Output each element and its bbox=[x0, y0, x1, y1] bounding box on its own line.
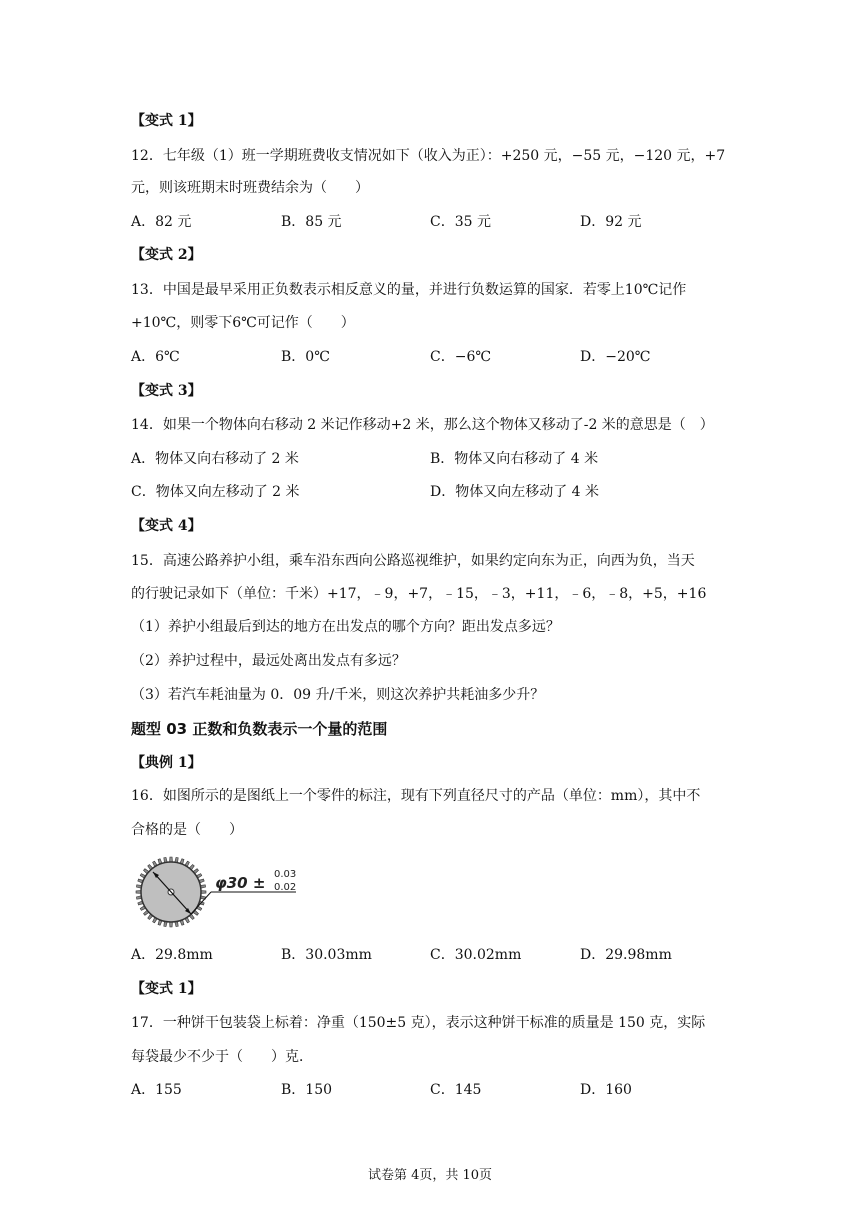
question-13-text-line1: 13．中国是最早采用正负数表示相反意义的量，并进行负数运算的国家．若零上10℃记作 bbox=[131, 282, 687, 298]
question-17-text-line2: 每袋最少不少于（ ）克． bbox=[131, 1049, 313, 1065]
question-15-sub2: （2）养护过程中，最远处离出发点有多远？ bbox=[131, 653, 406, 669]
q16-option-d: D．29.98mm bbox=[580, 947, 672, 963]
variant-label: 【变式 1】 bbox=[131, 113, 202, 129]
q13-option-d: D．−20℃ bbox=[580, 349, 651, 365]
question-15-sub3: （3）若汽车耗油量为 0．09 升/千米，则这次养护共耗油多少升？ bbox=[131, 687, 545, 703]
diameter-label: φ30 ± bbox=[215, 874, 266, 892]
q13-option-a: A．6℃ bbox=[131, 349, 180, 365]
question-16-text-line2: 合格的是（ ） bbox=[131, 822, 243, 838]
part-diameter-figure bbox=[131, 856, 303, 928]
question-14-text: 14．如果一个物体向右移动 2 米记作移动+2 米，那么这个物体又移动了-2 米的意思是（ ） bbox=[131, 417, 714, 433]
q17-option-b: B．150 bbox=[281, 1082, 333, 1098]
question-17-text-line1: 17．一种饼干包装袋上标着：净重（150±5 克），表示这种饼干标准的质量是 150 克，实际 bbox=[131, 1015, 706, 1031]
q17-option-c: C．145 bbox=[430, 1082, 482, 1098]
variant-label: 【变式 3】 bbox=[131, 383, 202, 399]
q14-option-d: D．物体又向左移动了 4 米 bbox=[430, 484, 600, 500]
q14-option-c: C．物体又向左移动了 2 米 bbox=[131, 484, 300, 500]
section-title: 题型 03 正数和负数表示一个量的范围 bbox=[131, 720, 388, 738]
question-12-text-line2: 元，则该班期末时班费结余为（ ） bbox=[131, 180, 369, 196]
question-15-text-line2: 的行驶记录如下（单位：千米）+17，﹣9，+7，﹣15，﹣3，+11，﹣6，﹣8，+5，+16 bbox=[131, 586, 707, 602]
question-13-text-line2: +10℃，则零下6℃可记作（ ） bbox=[131, 315, 355, 331]
tolerance-upper: 0.03 bbox=[274, 869, 297, 880]
question-15-sub1: （1）养护小组最后到达的地方在出发点的哪个方向？距出发点多远？ bbox=[131, 619, 560, 635]
q17-option-d: D．160 bbox=[580, 1082, 632, 1098]
q14-option-a: A．物体又向右移动了 2 米 bbox=[131, 451, 299, 467]
variant-label: 【变式 1】 bbox=[131, 981, 202, 997]
variant-label: 【变式 2】 bbox=[131, 247, 202, 263]
tolerance-lower: 0.02 bbox=[274, 882, 297, 893]
q13-option-b: B．0℃ bbox=[281, 349, 330, 365]
question-16-text-line1: 16．如图所示的是图纸上一个零件的标注，现有下列直径尺寸的产品（单位：mm），其中不 bbox=[131, 788, 701, 804]
q12-option-b: B．85 元 bbox=[281, 214, 342, 230]
gear-diagram bbox=[131, 856, 303, 928]
q12-option-a: A．82 元 bbox=[131, 214, 192, 230]
question-12-text-line1: 12．七年级（1）班一学期班费收支情况如下（收入为正）：+250 元，−55 元，−120 元，+7 bbox=[131, 148, 726, 164]
question-15-text-line1: 15．高速公路养护小组，乘车沿东西向公路巡视维护，如果约定向东为正，向西为负，当天 bbox=[131, 553, 695, 569]
q14-option-b: B．物体又向右移动了 4 米 bbox=[430, 451, 599, 467]
q16-option-c: C．30.02mm bbox=[430, 947, 522, 963]
q16-option-a: A．29.8mm bbox=[131, 947, 213, 963]
q12-option-d: D．92 元 bbox=[580, 214, 642, 230]
q12-option-c: C．35 元 bbox=[430, 214, 491, 230]
q16-option-b: B．30.03mm bbox=[281, 947, 372, 963]
page-footer: 试卷第 4页，共 10页 bbox=[367, 1168, 493, 1183]
variant-label: 【变式 4】 bbox=[131, 518, 202, 534]
q17-option-a: A．155 bbox=[131, 1082, 182, 1098]
q13-option-c: C．−6℃ bbox=[430, 349, 492, 365]
example-label: 【典例 1】 bbox=[131, 755, 202, 771]
